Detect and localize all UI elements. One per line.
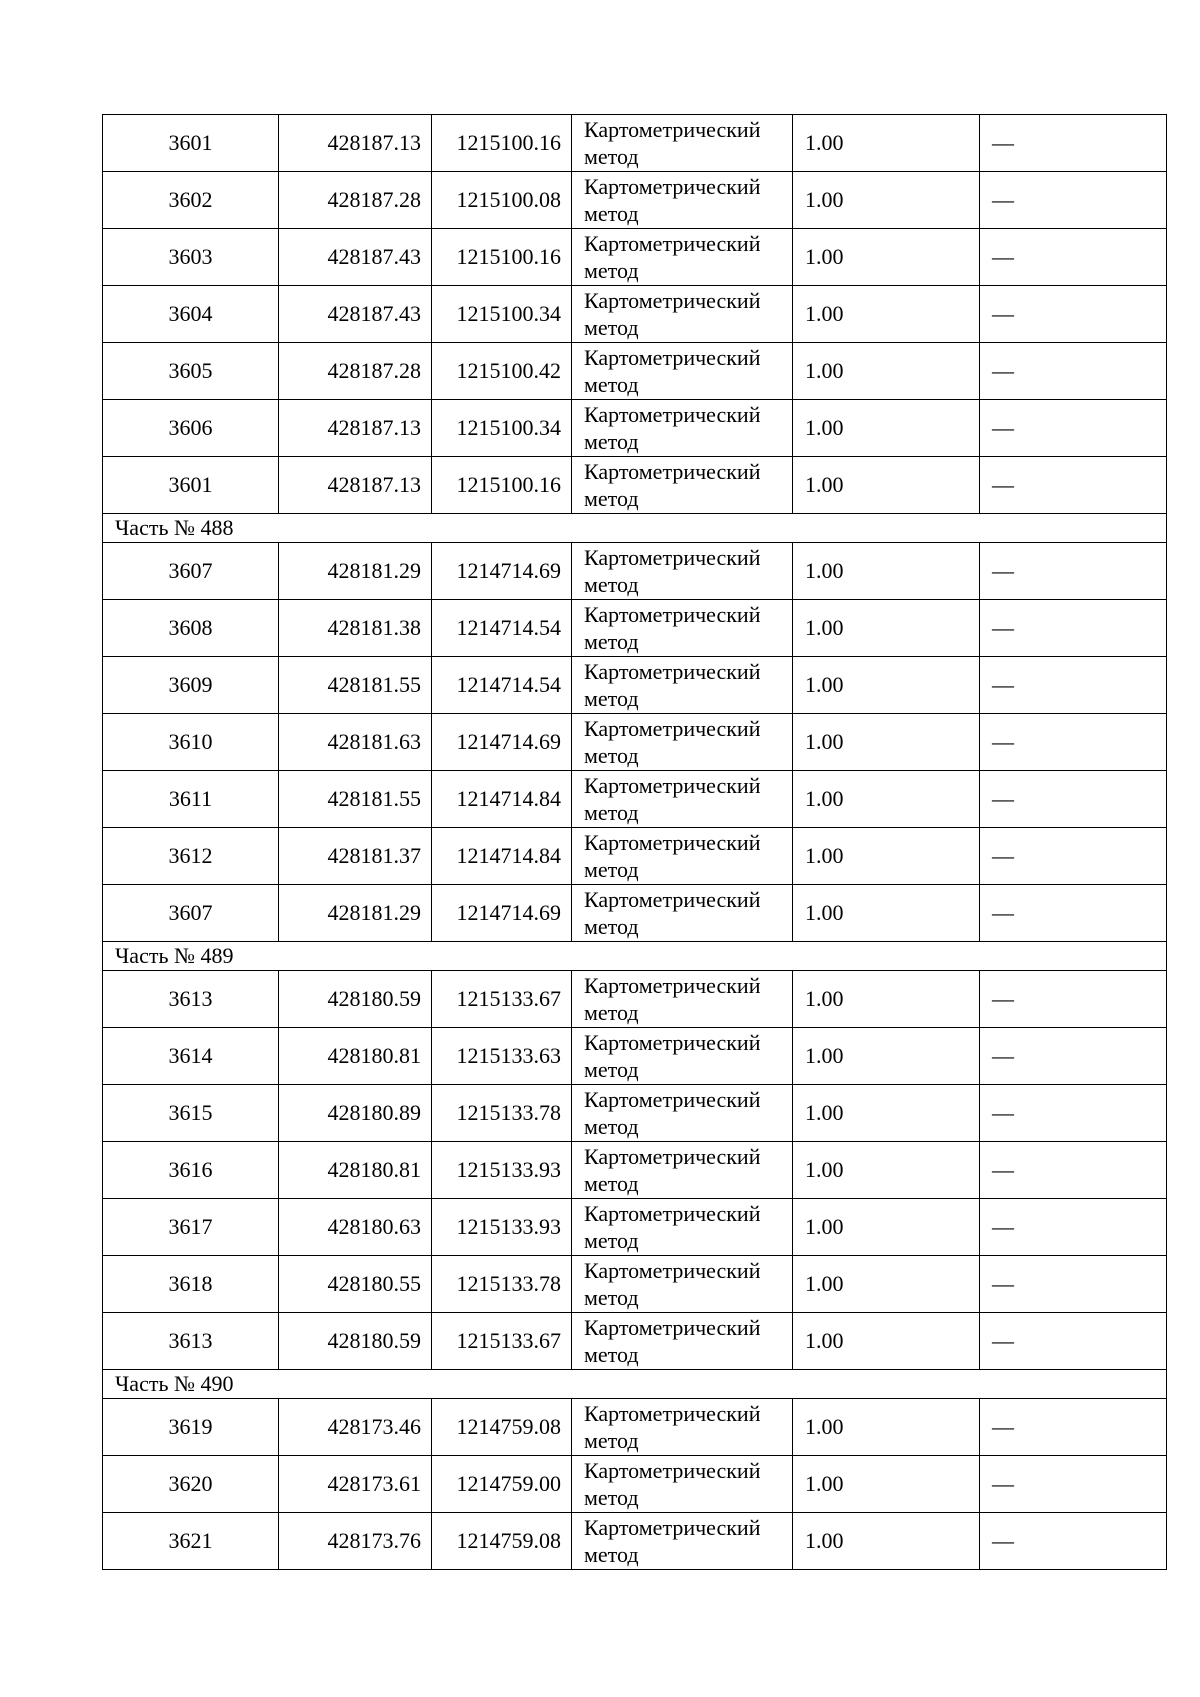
method-cell — [572, 1313, 793, 1370]
method-line-2: метод — [584, 1114, 639, 1139]
accuracy-cell: 1.00 — [793, 1085, 980, 1142]
point-number-cell: 3609 — [103, 657, 279, 714]
x-coordinate-cell: 428173.76 — [279, 1513, 432, 1570]
x-coordinate-cell: 428181.29 — [279, 885, 432, 942]
method-line-2: метод — [584, 1000, 639, 1025]
method-line-2: метод — [584, 743, 639, 768]
point-number-cell: 3615 — [103, 1085, 279, 1142]
description-cell: — — [980, 1256, 1167, 1313]
method-cell — [572, 714, 793, 771]
accuracy-cell: 1.00 — [793, 1399, 980, 1456]
description-cell: — — [980, 1085, 1167, 1142]
table-row — [103, 1399, 1167, 1456]
method-line-2: метод — [584, 1485, 639, 1510]
method-line-2: метод — [584, 1228, 639, 1253]
table-row — [103, 1142, 1167, 1199]
description-cell: — — [980, 885, 1167, 942]
x-coordinate-cell: 428181.55 — [279, 657, 432, 714]
method-line-2: метод — [584, 572, 639, 597]
point-number-cell: 3619 — [103, 1399, 279, 1456]
method-line-1: Картометрический — [584, 1144, 761, 1169]
point-number-cell: 3610 — [103, 714, 279, 771]
description-cell: — — [980, 657, 1167, 714]
accuracy-cell: 1.00 — [793, 457, 980, 514]
method-line-1: Картометрический — [584, 345, 761, 370]
method-line-2: метод — [584, 857, 639, 882]
table-row — [103, 1028, 1167, 1085]
table-row — [103, 229, 1167, 286]
table-row — [103, 1199, 1167, 1256]
y-coordinate-cell: 1215133.93 — [432, 1142, 572, 1199]
table-row — [103, 885, 1167, 942]
table-row — [103, 714, 1167, 771]
part-label: Часть № 489 — [103, 942, 1167, 971]
method-line-1: Картометрический — [584, 117, 761, 142]
x-coordinate-cell: 428173.46 — [279, 1399, 432, 1456]
point-number-cell: 3601 — [103, 115, 279, 172]
method-line-1: Картометрический — [584, 716, 761, 741]
accuracy-cell: 1.00 — [793, 286, 980, 343]
method-line-1: Картометрический — [584, 887, 761, 912]
y-coordinate-cell: 1215100.34 — [432, 400, 572, 457]
y-coordinate-cell: 1215100.42 — [432, 343, 572, 400]
description-cell: — — [980, 172, 1167, 229]
description-cell: — — [980, 714, 1167, 771]
x-coordinate-cell: 428187.43 — [279, 286, 432, 343]
y-coordinate-cell: 1215133.67 — [432, 971, 572, 1028]
x-coordinate-cell: 428187.28 — [279, 172, 432, 229]
y-coordinate-cell: 1215100.16 — [432, 115, 572, 172]
y-coordinate-cell: 1214714.69 — [432, 885, 572, 942]
point-number-cell: 3613 — [103, 1313, 279, 1370]
accuracy-cell: 1.00 — [793, 1028, 980, 1085]
method-line-2: метод — [584, 201, 639, 226]
y-coordinate-cell: 1215100.08 — [432, 172, 572, 229]
method-line-1: Картометрический — [584, 1258, 761, 1283]
method-cell — [572, 1199, 793, 1256]
accuracy-cell: 1.00 — [793, 1199, 980, 1256]
point-number-cell: 3605 — [103, 343, 279, 400]
method-cell — [572, 343, 793, 400]
part-header-row — [103, 1370, 1167, 1399]
point-number-cell: 3618 — [103, 1256, 279, 1313]
method-line-1: Картометрический — [584, 1315, 761, 1340]
description-cell: — — [980, 971, 1167, 1028]
y-coordinate-cell: 1214714.69 — [432, 714, 572, 771]
description-cell: — — [980, 1142, 1167, 1199]
table-row — [103, 1085, 1167, 1142]
method-line-1: Картометрический — [584, 545, 761, 570]
method-line-1: Картометрический — [584, 459, 761, 484]
table-row — [103, 771, 1167, 828]
x-coordinate-cell: 428181.38 — [279, 600, 432, 657]
point-number-cell: 3607 — [103, 543, 279, 600]
table-row — [103, 172, 1167, 229]
y-coordinate-cell: 1215100.16 — [432, 229, 572, 286]
x-coordinate-cell: 428180.81 — [279, 1142, 432, 1199]
accuracy-cell: 1.00 — [793, 1456, 980, 1513]
table-row — [103, 828, 1167, 885]
y-coordinate-cell: 1215133.78 — [432, 1085, 572, 1142]
table-row — [103, 543, 1167, 600]
point-number-cell: 3604 — [103, 286, 279, 343]
y-coordinate-cell: 1215133.78 — [432, 1256, 572, 1313]
method-line-2: метод — [584, 429, 639, 454]
x-coordinate-cell: 428181.55 — [279, 771, 432, 828]
description-cell: — — [980, 1399, 1167, 1456]
description-cell: — — [980, 1199, 1167, 1256]
description-cell: — — [980, 343, 1167, 400]
accuracy-cell: 1.00 — [793, 600, 980, 657]
method-line-1: Картометрический — [584, 402, 761, 427]
accuracy-cell: 1.00 — [793, 657, 980, 714]
method-line-1: Картометрический — [584, 973, 761, 998]
accuracy-cell: 1.00 — [793, 1513, 980, 1570]
method-line-2: метод — [584, 1428, 639, 1453]
description-cell: — — [980, 600, 1167, 657]
table-row — [103, 286, 1167, 343]
method-cell — [572, 657, 793, 714]
y-coordinate-cell: 1214714.54 — [432, 657, 572, 714]
part-label: Часть № 488 — [103, 514, 1167, 543]
method-line-2: метод — [584, 372, 639, 397]
description-cell: — — [980, 229, 1167, 286]
x-coordinate-cell: 428180.81 — [279, 1028, 432, 1085]
y-coordinate-cell: 1215133.67 — [432, 1313, 572, 1370]
accuracy-cell: 1.00 — [793, 115, 980, 172]
description-cell: — — [980, 828, 1167, 885]
accuracy-cell: 1.00 — [793, 229, 980, 286]
method-cell — [572, 1456, 793, 1513]
point-number-cell: 3602 — [103, 172, 279, 229]
y-coordinate-cell: 1215133.63 — [432, 1028, 572, 1085]
point-number-cell: 3616 — [103, 1142, 279, 1199]
accuracy-cell: 1.00 — [793, 1142, 980, 1199]
method-line-1: Картометрический — [584, 830, 761, 855]
x-coordinate-cell: 428187.13 — [279, 115, 432, 172]
method-cell — [572, 1513, 793, 1570]
accuracy-cell: 1.00 — [793, 771, 980, 828]
method-line-1: Картометрический — [584, 1458, 761, 1483]
description-cell: — — [980, 400, 1167, 457]
table-row — [103, 1456, 1167, 1513]
y-coordinate-cell: 1214759.00 — [432, 1456, 572, 1513]
table-body — [103, 115, 1167, 1570]
point-number-cell: 3613 — [103, 971, 279, 1028]
x-coordinate-cell: 428181.37 — [279, 828, 432, 885]
method-line-1: Картометрический — [584, 1030, 761, 1055]
accuracy-cell: 1.00 — [793, 1256, 980, 1313]
method-line-1: Картометрический — [584, 602, 761, 627]
x-coordinate-cell: 428180.55 — [279, 1256, 432, 1313]
part-header-row — [103, 514, 1167, 543]
method-cell — [572, 1142, 793, 1199]
table-row — [103, 971, 1167, 1028]
table-row — [103, 457, 1167, 514]
method-line-1: Картометрический — [584, 1201, 761, 1226]
method-cell — [572, 828, 793, 885]
method-line-2: метод — [584, 315, 639, 340]
description-cell: — — [980, 771, 1167, 828]
x-coordinate-cell: 428187.13 — [279, 400, 432, 457]
x-coordinate-cell: 428180.59 — [279, 971, 432, 1028]
table-row — [103, 400, 1167, 457]
accuracy-cell: 1.00 — [793, 885, 980, 942]
table-row — [103, 115, 1167, 172]
method-cell — [572, 229, 793, 286]
method-line-1: Картометрический — [584, 288, 761, 313]
method-line-2: метод — [584, 1342, 639, 1367]
table-row — [103, 1313, 1167, 1370]
method-line-2: метод — [584, 1057, 639, 1082]
table-row — [103, 343, 1167, 400]
x-coordinate-cell: 428180.89 — [279, 1085, 432, 1142]
point-number-cell: 3614 — [103, 1028, 279, 1085]
accuracy-cell: 1.00 — [793, 343, 980, 400]
table-row — [103, 657, 1167, 714]
description-cell: — — [980, 286, 1167, 343]
table-row — [103, 1513, 1167, 1570]
table-row — [103, 1256, 1167, 1313]
description-cell: — — [980, 115, 1167, 172]
method-line-1: Картометрический — [584, 659, 761, 684]
method-cell — [572, 885, 793, 942]
accuracy-cell: 1.00 — [793, 400, 980, 457]
description-cell: — — [980, 1513, 1167, 1570]
point-number-cell: 3608 — [103, 600, 279, 657]
point-number-cell: 3621 — [103, 1513, 279, 1570]
part-label: Часть № 490 — [103, 1370, 1167, 1399]
method-line-1: Картометрический — [584, 231, 761, 256]
method-cell — [572, 115, 793, 172]
point-number-cell: 3617 — [103, 1199, 279, 1256]
method-line-2: метод — [584, 1171, 639, 1196]
method-line-1: Картометрический — [584, 1087, 761, 1112]
method-line-2: метод — [584, 629, 639, 654]
accuracy-cell: 1.00 — [793, 971, 980, 1028]
method-cell — [572, 600, 793, 657]
accuracy-cell: 1.00 — [793, 172, 980, 229]
accuracy-cell: 1.00 — [793, 828, 980, 885]
x-coordinate-cell: 428180.63 — [279, 1199, 432, 1256]
method-line-2: метод — [584, 800, 639, 825]
y-coordinate-cell: 1215100.34 — [432, 286, 572, 343]
coordinates-table — [102, 114, 1167, 1570]
y-coordinate-cell: 1215133.93 — [432, 1199, 572, 1256]
y-coordinate-cell: 1214759.08 — [432, 1399, 572, 1456]
point-number-cell: 3612 — [103, 828, 279, 885]
method-line-2: метод — [584, 1285, 639, 1310]
x-coordinate-cell: 428173.61 — [279, 1456, 432, 1513]
y-coordinate-cell: 1215100.16 — [432, 457, 572, 514]
method-cell — [572, 771, 793, 828]
description-cell: — — [980, 1313, 1167, 1370]
point-number-cell: 3606 — [103, 400, 279, 457]
accuracy-cell: 1.00 — [793, 714, 980, 771]
description-cell: — — [980, 1456, 1167, 1513]
x-coordinate-cell: 428187.43 — [279, 229, 432, 286]
method-line-2: метод — [584, 686, 639, 711]
y-coordinate-cell: 1214714.84 — [432, 828, 572, 885]
point-number-cell: 3601 — [103, 457, 279, 514]
method-line-1: Картометрический — [584, 1515, 761, 1540]
accuracy-cell: 1.00 — [793, 1313, 980, 1370]
x-coordinate-cell: 428187.13 — [279, 457, 432, 514]
method-cell — [572, 400, 793, 457]
table-row — [103, 600, 1167, 657]
method-cell — [572, 1028, 793, 1085]
method-line-2: метод — [584, 258, 639, 283]
point-number-cell: 3611 — [103, 771, 279, 828]
y-coordinate-cell: 1214714.69 — [432, 543, 572, 600]
y-coordinate-cell: 1214714.84 — [432, 771, 572, 828]
method-cell — [572, 1399, 793, 1456]
point-number-cell: 3603 — [103, 229, 279, 286]
description-cell: — — [980, 543, 1167, 600]
point-number-cell: 3607 — [103, 885, 279, 942]
y-coordinate-cell: 1214759.08 — [432, 1513, 572, 1570]
method-cell — [572, 543, 793, 600]
x-coordinate-cell: 428180.59 — [279, 1313, 432, 1370]
method-line-2: метод — [584, 914, 639, 939]
method-line-1: Картометрический — [584, 773, 761, 798]
method-cell — [572, 971, 793, 1028]
method-line-2: метод — [584, 486, 639, 511]
part-header-row — [103, 942, 1167, 971]
x-coordinate-cell: 428181.63 — [279, 714, 432, 771]
y-coordinate-cell: 1214714.54 — [432, 600, 572, 657]
method-cell — [572, 457, 793, 514]
method-cell — [572, 286, 793, 343]
method-line-2: метод — [584, 144, 639, 169]
point-number-cell: 3620 — [103, 1456, 279, 1513]
description-cell: — — [980, 1028, 1167, 1085]
method-line-1: Картометрический — [584, 1401, 761, 1426]
method-cell — [572, 1085, 793, 1142]
method-cell — [572, 1256, 793, 1313]
method-line-1: Картометрический — [584, 174, 761, 199]
description-cell: — — [980, 457, 1167, 514]
method-cell — [572, 172, 793, 229]
x-coordinate-cell: 428187.28 — [279, 343, 432, 400]
accuracy-cell: 1.00 — [793, 543, 980, 600]
method-line-2: метод — [584, 1542, 639, 1567]
x-coordinate-cell: 428181.29 — [279, 543, 432, 600]
